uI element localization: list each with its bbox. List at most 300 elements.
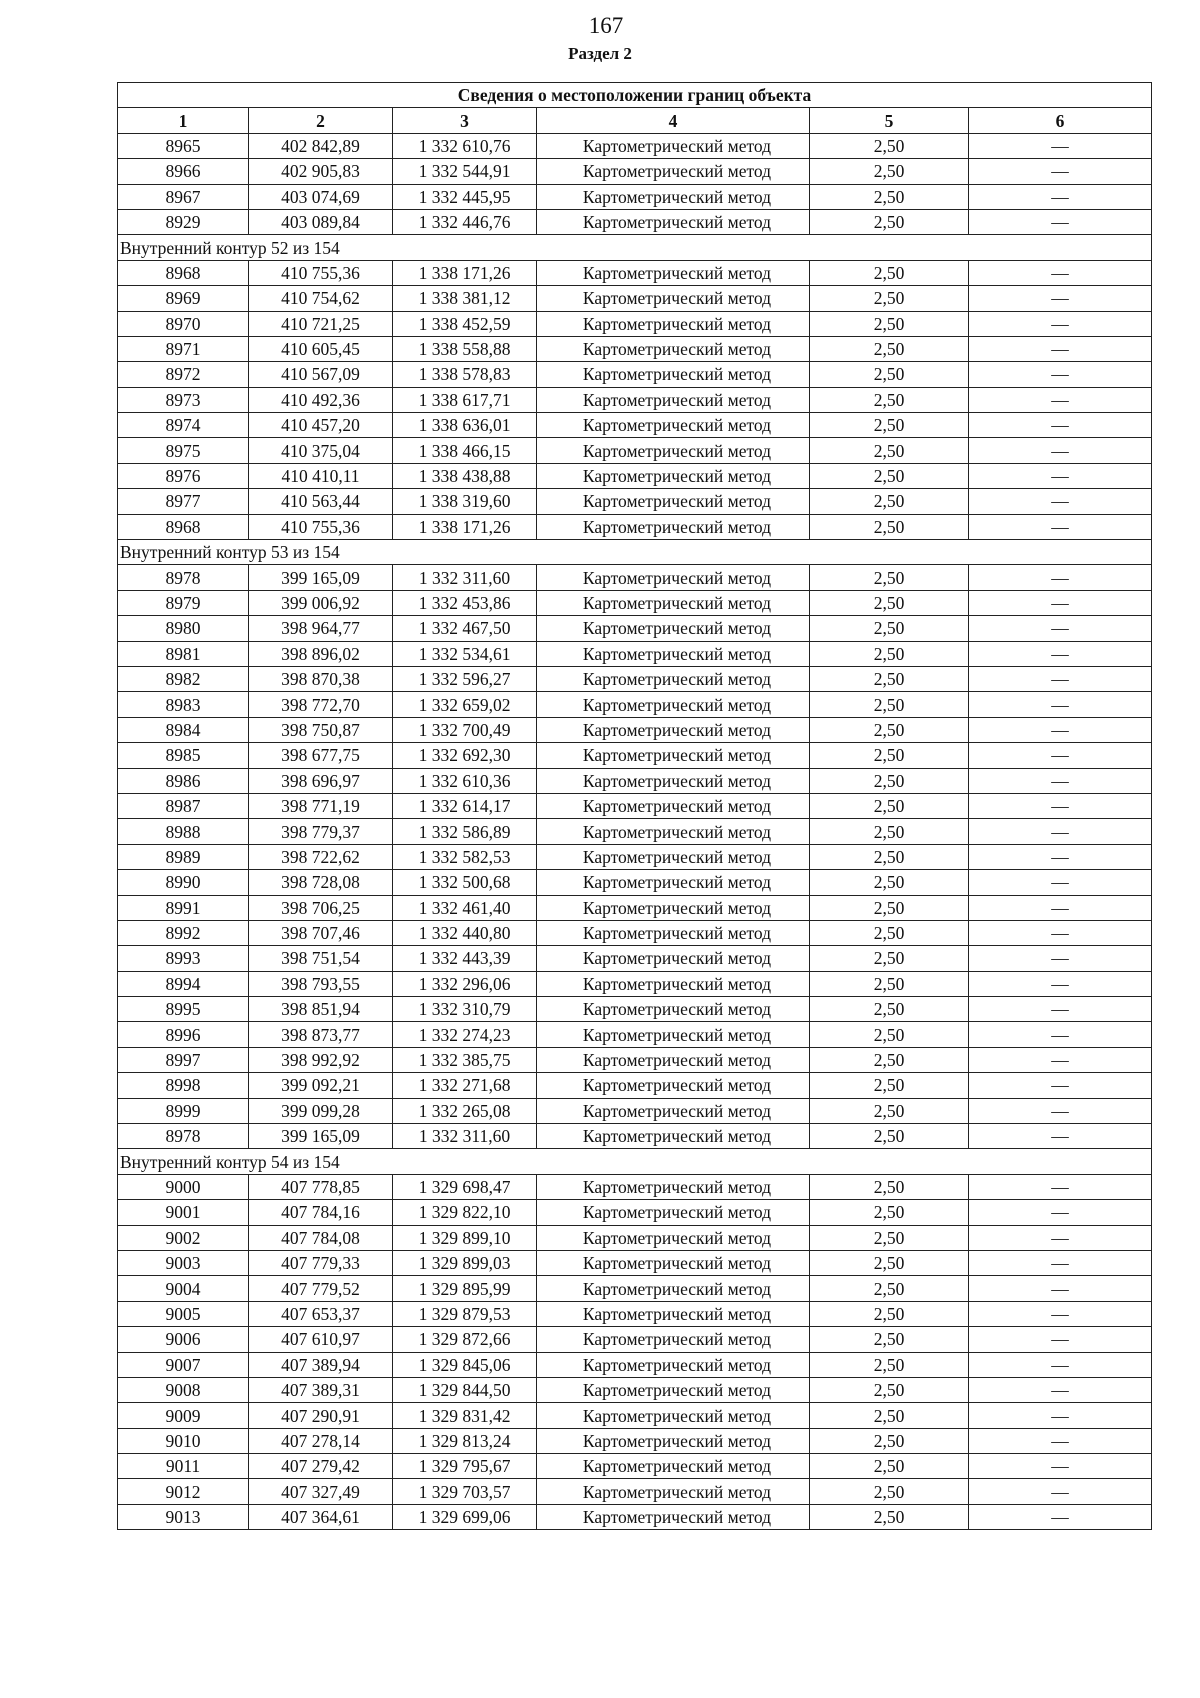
table-row <box>118 159 1152 184</box>
point-number-cell: 8982 <box>118 666 249 691</box>
y-coordinate-cell: 1 332 310,79 <box>393 997 537 1022</box>
y-coordinate-cell: 1 329 872,66 <box>393 1327 537 1352</box>
point-number-cell: 9007 <box>118 1352 249 1377</box>
method-cell: Картометрический метод <box>537 819 810 844</box>
table-row <box>118 844 1152 869</box>
table-row <box>118 641 1152 666</box>
y-coordinate-cell: 1 338 636,01 <box>393 413 537 438</box>
method-cell: Картометрический метод <box>537 565 810 590</box>
y-coordinate-cell: 1 338 381,12 <box>393 286 537 311</box>
description-cell: — <box>969 1301 1152 1326</box>
description-cell: — <box>969 209 1152 234</box>
description-cell: — <box>969 1377 1152 1402</box>
table-row <box>118 1174 1152 1199</box>
y-coordinate-cell: 1 338 452,59 <box>393 311 537 336</box>
accuracy-cell: 2,50 <box>810 616 969 641</box>
x-coordinate-cell: 398 851,94 <box>249 997 393 1022</box>
point-number-cell: 8970 <box>118 311 249 336</box>
x-coordinate-cell: 410 492,36 <box>249 387 393 412</box>
method-cell: Картометрический метод <box>537 1276 810 1301</box>
description-cell: — <box>969 184 1152 209</box>
point-number-cell: 8976 <box>118 463 249 488</box>
x-coordinate-cell: 407 779,33 <box>249 1250 393 1275</box>
description-cell: — <box>969 336 1152 361</box>
point-number-cell: 8974 <box>118 413 249 438</box>
x-coordinate-cell: 402 905,83 <box>249 159 393 184</box>
table-row <box>118 870 1152 895</box>
accuracy-cell: 2,50 <box>810 997 969 1022</box>
x-coordinate-cell: 398 896,02 <box>249 641 393 666</box>
method-cell: Картометрический метод <box>537 362 810 387</box>
method-cell: Картометрический метод <box>537 413 810 438</box>
y-coordinate-cell: 1 332 659,02 <box>393 692 537 717</box>
table-row <box>118 463 1152 488</box>
column-number-row <box>118 108 1152 133</box>
accuracy-cell: 2,50 <box>810 666 969 691</box>
method-cell: Картометрический метод <box>537 286 810 311</box>
x-coordinate-cell: 398 696,97 <box>249 768 393 793</box>
method-cell: Картометрический метод <box>537 590 810 615</box>
description-cell: — <box>969 311 1152 336</box>
y-coordinate-cell: 1 332 692,30 <box>393 743 537 768</box>
y-coordinate-cell: 1 329 899,03 <box>393 1250 537 1275</box>
y-coordinate-cell: 1 332 271,68 <box>393 1073 537 1098</box>
y-coordinate-cell: 1 332 614,17 <box>393 793 537 818</box>
table-row <box>118 1225 1152 1250</box>
point-number-cell: 8929 <box>118 209 249 234</box>
accuracy-cell: 2,50 <box>810 260 969 285</box>
table-row <box>118 1301 1152 1326</box>
x-coordinate-cell: 407 364,61 <box>249 1504 393 1529</box>
x-coordinate-cell: 402 842,89 <box>249 133 393 158</box>
y-coordinate-cell: 1 338 466,15 <box>393 438 537 463</box>
x-coordinate-cell: 398 707,46 <box>249 920 393 945</box>
table-row <box>118 819 1152 844</box>
table-row <box>118 1504 1152 1529</box>
method-cell: Картометрический метод <box>537 184 810 209</box>
accuracy-cell: 2,50 <box>810 438 969 463</box>
accuracy-cell: 2,50 <box>810 209 969 234</box>
point-number-cell: 8995 <box>118 997 249 1022</box>
y-coordinate-cell: 1 329 845,06 <box>393 1352 537 1377</box>
x-coordinate-cell: 398 750,87 <box>249 717 393 742</box>
method-cell: Картометрический метод <box>537 870 810 895</box>
description-cell: — <box>969 743 1152 768</box>
method-cell: Картометрический метод <box>537 1225 810 1250</box>
method-cell: Картометрический метод <box>537 768 810 793</box>
method-cell: Картометрический метод <box>537 1250 810 1275</box>
point-number-cell: 8998 <box>118 1073 249 1098</box>
contour-heading-row <box>118 540 1152 565</box>
description-cell: — <box>969 1200 1152 1225</box>
point-number-cell: 9004 <box>118 1276 249 1301</box>
point-number-cell: 8968 <box>118 514 249 539</box>
point-number-cell: 8997 <box>118 1047 249 1072</box>
description-cell: — <box>969 717 1152 742</box>
y-coordinate-cell: 1 329 844,50 <box>393 1377 537 1402</box>
accuracy-cell: 2,50 <box>810 1200 969 1225</box>
table-row <box>118 692 1152 717</box>
table-row <box>118 666 1152 691</box>
description-cell: — <box>969 1174 1152 1199</box>
point-number-cell: 8969 <box>118 286 249 311</box>
x-coordinate-cell: 398 992,92 <box>249 1047 393 1072</box>
accuracy-cell: 2,50 <box>810 946 969 971</box>
x-coordinate-cell: 398 793,55 <box>249 971 393 996</box>
accuracy-cell: 2,50 <box>810 1174 969 1199</box>
table-row <box>118 717 1152 742</box>
column-number: 3 <box>393 108 537 133</box>
point-number-cell: 9006 <box>118 1327 249 1352</box>
description-cell: — <box>969 514 1152 539</box>
point-number-cell: 8990 <box>118 870 249 895</box>
point-number-cell: 8981 <box>118 641 249 666</box>
description-cell: — <box>969 565 1152 590</box>
method-cell: Картометрический метод <box>537 311 810 336</box>
method-cell: Картометрический метод <box>537 1377 810 1402</box>
y-coordinate-cell: 1 338 171,26 <box>393 260 537 285</box>
point-number-cell: 8992 <box>118 920 249 945</box>
method-cell: Картометрический метод <box>537 463 810 488</box>
point-number-cell: 8993 <box>118 946 249 971</box>
accuracy-cell: 2,50 <box>810 1073 969 1098</box>
description-cell: — <box>969 1327 1152 1352</box>
method-cell: Картометрический метод <box>537 387 810 412</box>
table-row <box>118 1327 1152 1352</box>
y-coordinate-cell: 1 338 558,88 <box>393 336 537 361</box>
method-cell: Картометрический метод <box>537 1098 810 1123</box>
table-row <box>118 1124 1152 1149</box>
method-cell: Картометрический метод <box>537 133 810 158</box>
table-row <box>118 311 1152 336</box>
accuracy-cell: 2,50 <box>810 819 969 844</box>
point-number-cell: 8980 <box>118 616 249 641</box>
table-row <box>118 768 1152 793</box>
table-row <box>118 793 1152 818</box>
accuracy-cell: 2,50 <box>810 895 969 920</box>
method-cell: Картометрический метод <box>537 1200 810 1225</box>
point-number-cell: 8971 <box>118 336 249 361</box>
point-number-cell: 9005 <box>118 1301 249 1326</box>
description-cell: — <box>969 362 1152 387</box>
method-cell: Картометрический метод <box>537 1047 810 1072</box>
y-coordinate-cell: 1 332 467,50 <box>393 616 537 641</box>
point-number-cell: 8986 <box>118 768 249 793</box>
contour-heading-row <box>118 1149 1152 1174</box>
table-row <box>118 514 1152 539</box>
y-coordinate-cell: 1 332 453,86 <box>393 590 537 615</box>
accuracy-cell: 2,50 <box>810 413 969 438</box>
method-cell: Картометрический метод <box>537 489 810 514</box>
x-coordinate-cell: 399 092,21 <box>249 1073 393 1098</box>
x-coordinate-cell: 398 722,62 <box>249 844 393 869</box>
y-coordinate-cell: 1 329 703,57 <box>393 1479 537 1504</box>
table-row <box>118 616 1152 641</box>
point-number-cell: 8965 <box>118 133 249 158</box>
table-row <box>118 1276 1152 1301</box>
y-coordinate-cell: 1 338 617,71 <box>393 387 537 412</box>
y-coordinate-cell: 1 329 879,53 <box>393 1301 537 1326</box>
description-cell: — <box>969 641 1152 666</box>
x-coordinate-cell: 407 779,52 <box>249 1276 393 1301</box>
accuracy-cell: 2,50 <box>810 1454 969 1479</box>
description-cell: — <box>969 286 1152 311</box>
x-coordinate-cell: 410 563,44 <box>249 489 393 514</box>
description-cell: — <box>969 1124 1152 1149</box>
accuracy-cell: 2,50 <box>810 692 969 717</box>
table-row <box>118 1073 1152 1098</box>
accuracy-cell: 2,50 <box>810 387 969 412</box>
description-cell: — <box>969 489 1152 514</box>
accuracy-cell: 2,50 <box>810 565 969 590</box>
point-number-cell: 8994 <box>118 971 249 996</box>
table-row <box>118 590 1152 615</box>
description-cell: — <box>969 260 1152 285</box>
point-number-cell: 8987 <box>118 793 249 818</box>
table-row <box>118 1479 1152 1504</box>
description-cell: — <box>969 1479 1152 1504</box>
y-coordinate-cell: 1 329 699,06 <box>393 1504 537 1529</box>
accuracy-cell: 2,50 <box>810 336 969 361</box>
y-coordinate-cell: 1 329 831,42 <box>393 1403 537 1428</box>
point-number-cell: 9013 <box>118 1504 249 1529</box>
description-cell: — <box>969 1225 1152 1250</box>
point-number-cell: 8972 <box>118 362 249 387</box>
method-cell: Картометрический метод <box>537 1022 810 1047</box>
x-coordinate-cell: 399 006,92 <box>249 590 393 615</box>
method-cell: Картометрический метод <box>537 1479 810 1504</box>
y-coordinate-cell: 1 332 385,75 <box>393 1047 537 1072</box>
description-cell: — <box>969 616 1152 641</box>
accuracy-cell: 2,50 <box>810 1403 969 1428</box>
x-coordinate-cell: 399 165,09 <box>249 565 393 590</box>
table-row <box>118 286 1152 311</box>
x-coordinate-cell: 398 677,75 <box>249 743 393 768</box>
method-cell: Картометрический метод <box>537 692 810 717</box>
method-cell: Картометрический метод <box>537 946 810 971</box>
y-coordinate-cell: 1 329 822,10 <box>393 1200 537 1225</box>
table-row <box>118 438 1152 463</box>
method-cell: Картометрический метод <box>537 1174 810 1199</box>
method-cell: Картометрический метод <box>537 641 810 666</box>
point-number-cell: 9000 <box>118 1174 249 1199</box>
y-coordinate-cell: 1 332 311,60 <box>393 565 537 590</box>
point-number-cell: 8977 <box>118 489 249 514</box>
table-row <box>118 1428 1152 1453</box>
y-coordinate-cell: 1 332 461,40 <box>393 895 537 920</box>
column-number: 5 <box>810 108 969 133</box>
point-number-cell: 8968 <box>118 260 249 285</box>
accuracy-cell: 2,50 <box>810 844 969 869</box>
accuracy-cell: 2,50 <box>810 133 969 158</box>
description-cell: — <box>969 1250 1152 1275</box>
method-cell: Картометрический метод <box>537 997 810 1022</box>
accuracy-cell: 2,50 <box>810 1352 969 1377</box>
y-coordinate-cell: 1 329 698,47 <box>393 1174 537 1199</box>
table-row <box>118 362 1152 387</box>
boundary-table <box>117 82 1152 1530</box>
x-coordinate-cell: 398 772,70 <box>249 692 393 717</box>
x-coordinate-cell: 398 870,38 <box>249 666 393 691</box>
y-coordinate-cell: 1 332 610,76 <box>393 133 537 158</box>
x-coordinate-cell: 398 728,08 <box>249 870 393 895</box>
description-cell: — <box>969 159 1152 184</box>
y-coordinate-cell: 1 332 544,91 <box>393 159 537 184</box>
method-cell: Картометрический метод <box>537 1301 810 1326</box>
table-row <box>118 971 1152 996</box>
description-cell: — <box>969 1428 1152 1453</box>
accuracy-cell: 2,50 <box>810 768 969 793</box>
table-row <box>118 565 1152 590</box>
point-number-cell: 8989 <box>118 844 249 869</box>
y-coordinate-cell: 1 332 610,36 <box>393 768 537 793</box>
y-coordinate-cell: 1 329 895,99 <box>393 1276 537 1301</box>
description-cell: — <box>969 997 1152 1022</box>
y-coordinate-cell: 1 332 500,68 <box>393 870 537 895</box>
method-cell: Картометрический метод <box>537 666 810 691</box>
method-cell: Картометрический метод <box>537 1454 810 1479</box>
y-coordinate-cell: 1 338 578,83 <box>393 362 537 387</box>
y-coordinate-cell: 1 332 296,06 <box>393 971 537 996</box>
accuracy-cell: 2,50 <box>810 1504 969 1529</box>
accuracy-cell: 2,50 <box>810 1098 969 1123</box>
description-cell: — <box>969 844 1152 869</box>
method-cell: Картометрический метод <box>537 616 810 641</box>
point-number-cell: 8975 <box>118 438 249 463</box>
point-number-cell: 9003 <box>118 1250 249 1275</box>
method-cell: Картометрический метод <box>537 844 810 869</box>
x-coordinate-cell: 407 784,08 <box>249 1225 393 1250</box>
y-coordinate-cell: 1 332 534,61 <box>393 641 537 666</box>
contour-heading-row <box>118 235 1152 260</box>
point-number-cell: 8973 <box>118 387 249 412</box>
y-coordinate-cell: 1 338 438,88 <box>393 463 537 488</box>
method-cell: Картометрический метод <box>537 438 810 463</box>
table-row <box>118 997 1152 1022</box>
accuracy-cell: 2,50 <box>810 1022 969 1047</box>
y-coordinate-cell: 1 332 586,89 <box>393 819 537 844</box>
method-cell: Картометрический метод <box>537 895 810 920</box>
x-coordinate-cell: 407 778,85 <box>249 1174 393 1199</box>
accuracy-cell: 2,50 <box>810 1377 969 1402</box>
point-number-cell: 8985 <box>118 743 249 768</box>
table-row <box>118 1047 1152 1072</box>
y-coordinate-cell: 1 332 596,27 <box>393 666 537 691</box>
accuracy-cell: 2,50 <box>810 489 969 514</box>
y-coordinate-cell: 1 329 813,24 <box>393 1428 537 1453</box>
method-cell: Картометрический метод <box>537 1124 810 1149</box>
accuracy-cell: 2,50 <box>810 641 969 666</box>
point-number-cell: 8967 <box>118 184 249 209</box>
point-number-cell: 8996 <box>118 1022 249 1047</box>
table-row <box>118 133 1152 158</box>
method-cell: Картометрический метод <box>537 209 810 234</box>
method-cell: Картометрический метод <box>537 260 810 285</box>
description-cell: — <box>969 870 1152 895</box>
page-number: 167 <box>588 13 624 38</box>
x-coordinate-cell: 410 721,25 <box>249 311 393 336</box>
description-cell: — <box>969 590 1152 615</box>
y-coordinate-cell: 1 332 582,53 <box>393 844 537 869</box>
point-number-cell: 8991 <box>118 895 249 920</box>
x-coordinate-cell: 407 327,49 <box>249 1479 393 1504</box>
description-cell: — <box>969 1098 1152 1123</box>
description-cell: — <box>969 1352 1152 1377</box>
table-row <box>118 260 1152 285</box>
method-cell: Картометрический метод <box>537 336 810 361</box>
method-cell: Картометрический метод <box>537 717 810 742</box>
accuracy-cell: 2,50 <box>810 514 969 539</box>
point-number-cell: 8978 <box>118 1124 249 1149</box>
accuracy-cell: 2,50 <box>810 286 969 311</box>
table-row <box>118 946 1152 971</box>
table-row <box>118 489 1152 514</box>
point-number-cell: 9010 <box>118 1428 249 1453</box>
x-coordinate-cell: 407 279,42 <box>249 1454 393 1479</box>
description-cell: — <box>969 793 1152 818</box>
point-number-cell: 8984 <box>118 717 249 742</box>
accuracy-cell: 2,50 <box>810 1301 969 1326</box>
accuracy-cell: 2,50 <box>810 870 969 895</box>
x-coordinate-cell: 398 779,37 <box>249 819 393 844</box>
x-coordinate-cell: 403 074,69 <box>249 184 393 209</box>
description-cell: — <box>969 413 1152 438</box>
point-number-cell: 9001 <box>118 1200 249 1225</box>
y-coordinate-cell: 1 332 311,60 <box>393 1124 537 1149</box>
accuracy-cell: 2,50 <box>810 590 969 615</box>
method-cell: Картометрический метод <box>537 159 810 184</box>
table-row <box>118 743 1152 768</box>
accuracy-cell: 2,50 <box>810 717 969 742</box>
accuracy-cell: 2,50 <box>810 743 969 768</box>
column-number: 2 <box>249 108 393 133</box>
x-coordinate-cell: 407 389,31 <box>249 1377 393 1402</box>
y-coordinate-cell: 1 338 319,60 <box>393 489 537 514</box>
contour-heading: Внутренний контур 54 из 154 <box>118 1149 1152 1174</box>
accuracy-cell: 2,50 <box>810 184 969 209</box>
y-coordinate-cell: 1 332 443,39 <box>393 946 537 971</box>
point-number-cell: 8999 <box>118 1098 249 1123</box>
table-row <box>118 336 1152 361</box>
description-cell: — <box>969 463 1152 488</box>
x-coordinate-cell: 410 754,62 <box>249 286 393 311</box>
y-coordinate-cell: 1 329 795,67 <box>393 1454 537 1479</box>
description-cell: — <box>969 819 1152 844</box>
point-number-cell: 9012 <box>118 1479 249 1504</box>
table-row <box>118 1022 1152 1047</box>
point-number-cell: 9011 <box>118 1454 249 1479</box>
point-number-cell: 8978 <box>118 565 249 590</box>
x-coordinate-cell: 398 873,77 <box>249 1022 393 1047</box>
x-coordinate-cell: 410 567,09 <box>249 362 393 387</box>
description-cell: — <box>969 692 1152 717</box>
accuracy-cell: 2,50 <box>810 971 969 996</box>
accuracy-cell: 2,50 <box>810 1327 969 1352</box>
description-cell: — <box>969 387 1152 412</box>
x-coordinate-cell: 407 610,97 <box>249 1327 393 1352</box>
x-coordinate-cell: 398 964,77 <box>249 616 393 641</box>
accuracy-cell: 2,50 <box>810 311 969 336</box>
x-coordinate-cell: 399 099,28 <box>249 1098 393 1123</box>
accuracy-cell: 2,50 <box>810 159 969 184</box>
x-coordinate-cell: 398 771,19 <box>249 793 393 818</box>
accuracy-cell: 2,50 <box>810 1225 969 1250</box>
y-coordinate-cell: 1 332 265,08 <box>393 1098 537 1123</box>
accuracy-cell: 2,50 <box>810 1428 969 1453</box>
accuracy-cell: 2,50 <box>810 463 969 488</box>
table-row <box>118 184 1152 209</box>
accuracy-cell: 2,50 <box>810 362 969 387</box>
